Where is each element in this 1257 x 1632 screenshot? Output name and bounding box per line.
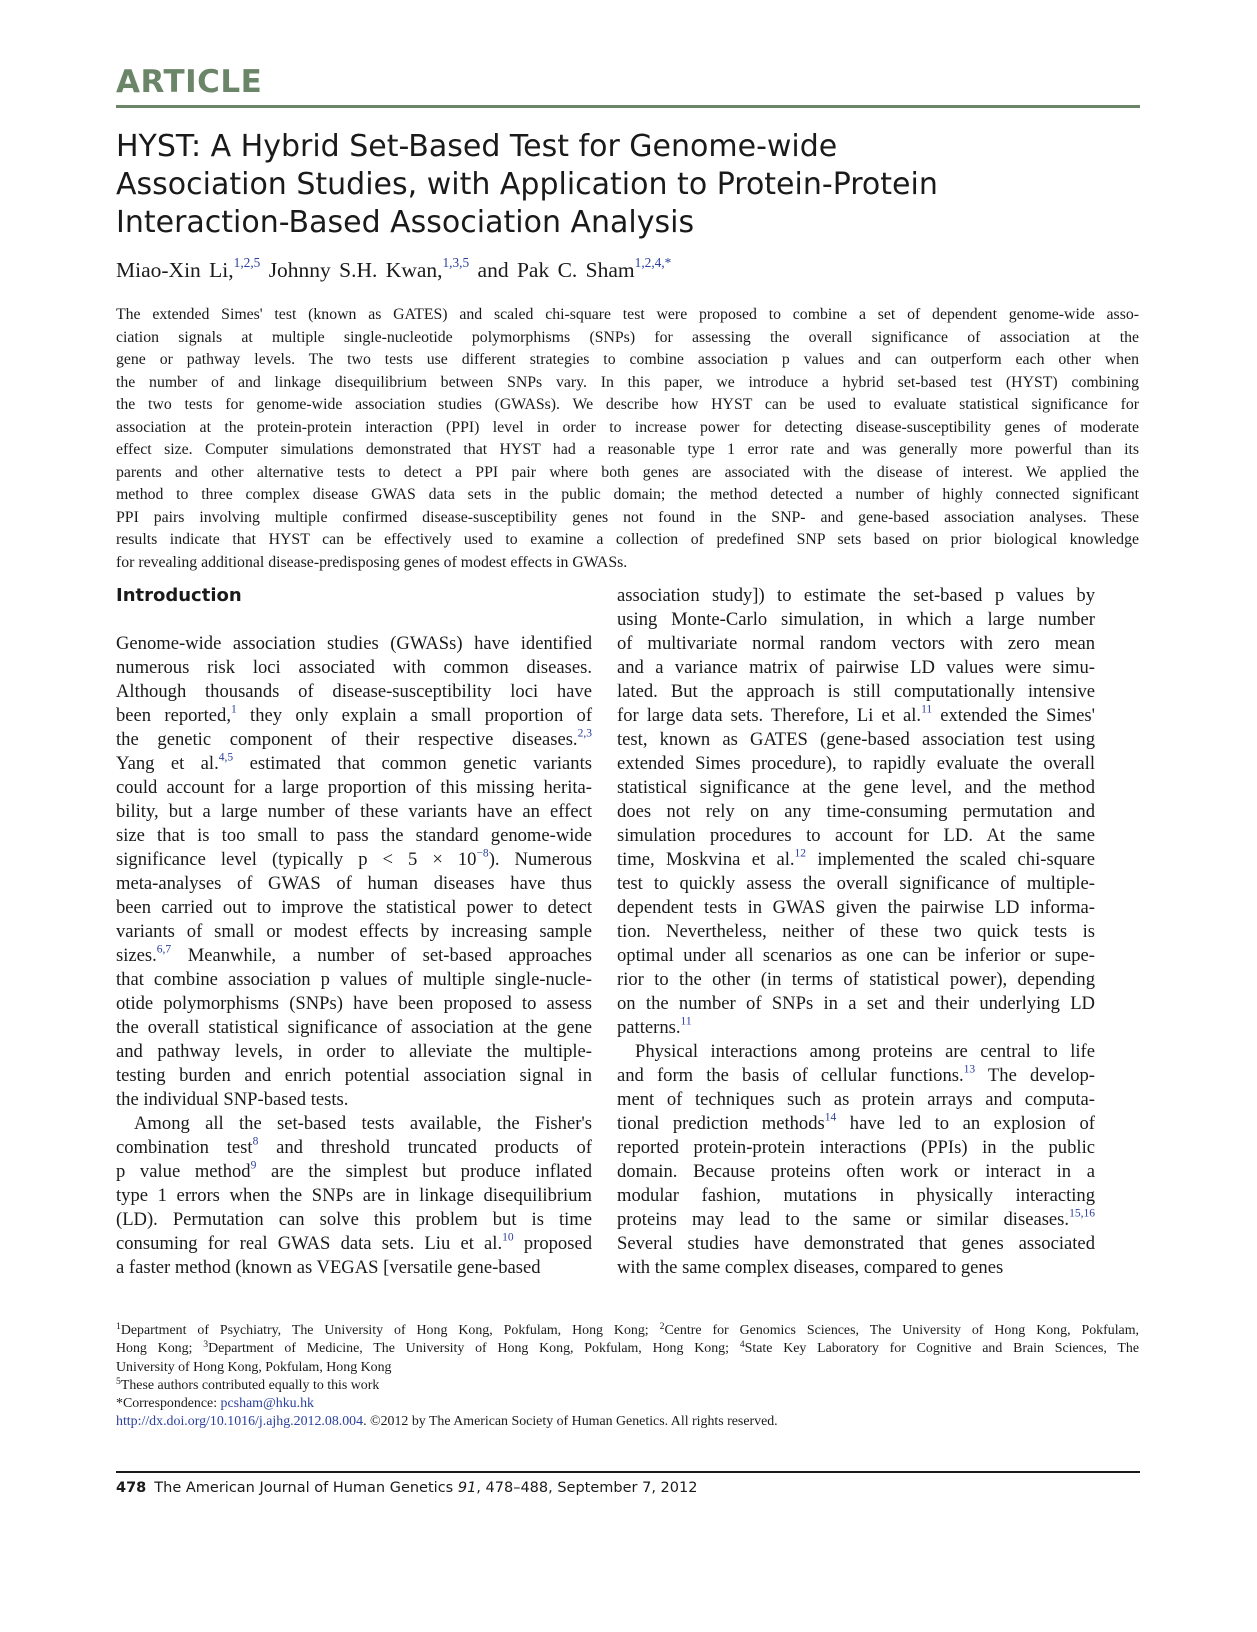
- body-line: Several studies have demonstrated that genes associated: [617, 1233, 1095, 1254]
- body-line: of multivariate normal random vectors with zero mean: [617, 633, 1095, 654]
- citation-ref[interactable]: 15,16: [1069, 1207, 1095, 1220]
- body-line: domain. Because proteins often work or interact in a: [617, 1161, 1095, 1182]
- body-line: variants of small or modest effects by increasing sample: [116, 921, 592, 942]
- body-line: tional prediction methods$^{14}$ have led to an explosion of: [617, 1111, 1095, 1134]
- citation-ref[interactable]: 6,7: [156, 943, 172, 956]
- author-affiliation-marks[interactable]: 1,3,5: [442, 255, 470, 271]
- body-line: been carried out to improve the statistical power to detect: [116, 897, 592, 918]
- abstract-line: the number of and linkage disequilibrium between SNPs vary. In this paper, we introduce a hybrid set-based test (HYST) combining: [116, 373, 1139, 391]
- body-line: test, known as GATES (gene-based association test using: [617, 729, 1095, 750]
- body-line: size that is too small to pass the standard genome-wide: [116, 825, 592, 846]
- citation-ref[interactable]: 10: [502, 1231, 514, 1244]
- citation-ref[interactable]: 11: [680, 1015, 692, 1028]
- pages-and-date: , 478–488, September 7, 2012: [476, 1480, 698, 1496]
- abstract-line: ciation signals at multiple single-nucleotide polymorphisms (SNPs) for assessing the overall significance of association at the: [116, 328, 1139, 346]
- abstract-line: parents and other alternative tests to detect a PPI pair where both genes are associated with the disease of interest. We applied the: [116, 463, 1139, 481]
- body-line: extended Simes procedure), to rapidly evaluate the overall: [617, 753, 1095, 774]
- body-line: patterns.$^{11}$: [617, 1015, 692, 1038]
- body-line: the overall statistical significance of association at the gene: [116, 1017, 592, 1038]
- body-line: for large data sets. Therefore, Li et al.$^{11}$ extended the Simes': [617, 703, 1095, 726]
- page-number: 478: [116, 1480, 147, 1496]
- body-line: does not rely on any time-consuming permutation and: [617, 801, 1095, 822]
- body-line: bility, but a large number of these variants have an effect: [116, 801, 592, 822]
- body-line: statistical significance at the gene level, and the method: [617, 777, 1095, 798]
- abstract-line: gene or pathway levels. The two tests use different strategies to combine association p values and can outperform each other when: [116, 351, 1139, 368]
- body-line: modular fashion, mutations in physically interacting: [617, 1185, 1095, 1206]
- citation-ref[interactable]: 4,5: [218, 751, 234, 764]
- copyright-text: . ©2012 by The American Society of Human Genetics. All rights reserved.: [363, 1414, 778, 1430]
- body-line: proteins may lead to the same or similar diseases.$^{15,16}$: [617, 1207, 1095, 1230]
- body-line: (LD). Permutation can solve this problem but is time: [116, 1209, 592, 1230]
- body-line: type 1 errors when the SNPs are in linkage disequilibrium: [116, 1185, 592, 1206]
- body-line: the genetic component of their respective diseases.$^{2,3}$: [116, 727, 592, 750]
- title-line: Interaction-Based Association Analysis: [116, 205, 695, 240]
- body-line: and pathway levels, in order to alleviate the multiple-: [116, 1041, 592, 1062]
- body-line: simulation procedures to account for LD. At the same: [617, 825, 1095, 846]
- body-line: otide polymorphisms (SNPs) have been proposed to assess: [116, 993, 592, 1014]
- correspondence-line: *Correspondence: pcsham@hku.hk: [116, 1396, 314, 1412]
- body-line: association study]) to estimate the set-based p values by: [617, 585, 1095, 606]
- author-affiliation-marks[interactable]: 1,2,5: [233, 255, 261, 271]
- citation-ref[interactable]: 14: [824, 1111, 837, 1124]
- body-line: time, Moskvina et al.$^{12}$ implemented the scaled chi-square: [617, 847, 1095, 870]
- body-line: a faster method (known as VEGAS [versatile gene-based: [116, 1257, 541, 1278]
- journal-name: The American Journal of Human Genetics: [154, 1480, 454, 1496]
- body-line: and a variance matrix of pairwise LD values were simu-: [617, 657, 1095, 678]
- author-list: [116, 255, 672, 283]
- body-line: lated. But the approach is still computationally intensive: [617, 681, 1095, 702]
- abstract-line: PPI pairs involving multiple confirmed disease-susceptibility genes not found in the SNP- and gene-based association analyses. These: [116, 508, 1139, 526]
- body-line: sizes.$^{6,7}$ Meanwhile, a number of set-based approaches: [116, 943, 592, 966]
- citation-ref[interactable]: 8: [252, 1135, 259, 1148]
- header-rule: [116, 105, 1140, 108]
- affiliation-line: Hong Kong; $^3$Department of Medicine, The University of Hong Kong, Pokfulam, Hong Kong; $^4$State Key Laboratory for Cognitive and Brain Sciences, The: [116, 1339, 1139, 1357]
- affiliations-footnote: [116, 1322, 1139, 1432]
- section-label: ARTICLE: [116, 64, 263, 100]
- citation-ref[interactable]: 2,3: [577, 727, 592, 740]
- section-heading: Introduction: [116, 585, 242, 606]
- body-line: been reported,$^1$ they only explain a small proportion of: [116, 703, 593, 726]
- body-line: reported protein-protein interactions (PPIs) in the public: [617, 1137, 1095, 1158]
- abstract-line: The extended Simes' test (known as GATES) and scaled chi-square test were proposed to combine a set of dependent genome-wide asso-: [116, 306, 1139, 323]
- body-line: could account for a large proportion of this missing herita-: [116, 777, 592, 798]
- author-name: and Pak C. Sham: [477, 258, 635, 282]
- abstract-line: results indicate that HYST can be effectively used to examine a collection of predefined SNP sets based on prior biological knowledge: [116, 531, 1139, 548]
- body-line: the individual SNP-based tests.: [116, 1089, 349, 1110]
- body-line: testing burden and enrich potential association signal in: [116, 1065, 592, 1086]
- body-line: numerous risk loci associated with common diseases.: [116, 657, 592, 678]
- body-line: Among all the set-based tests available, the Fisher's: [134, 1113, 592, 1134]
- body-line: significance level (typically $p < 5 \times 10^{-8}$). Numerous: [116, 847, 592, 870]
- page-footer: [116, 1480, 697, 1496]
- equal-contribution-note: $^5$These authors contributed equally to this work: [116, 1376, 380, 1393]
- author-name: Miao-Xin Li,: [116, 258, 234, 282]
- correspondence-email-link[interactable]: pcsham@hku.hk: [220, 1396, 314, 1412]
- affiliation-line: $^1$Department of Psychiatry, The University of Hong Kong, Pokfulam, Hong Kong; $^2$Centre for Genomics Sciences, The University of Hong Kong, Pokfulam,: [116, 1321, 1139, 1338]
- body-line: on the number of SNPs in a set and their underlying LD: [617, 993, 1095, 1014]
- body-line: p value method$^9$ are the simplest but produce inflated: [116, 1159, 592, 1182]
- citation-ref[interactable]: 12: [794, 847, 807, 860]
- footer-rule: [116, 1471, 1140, 1473]
- body-line: with the same complex diseases, compared to genes: [617, 1257, 1004, 1278]
- body-line: using Monte-Carlo simulation, in which a large number: [617, 609, 1095, 630]
- abstract-line: for revealing additional disease-predisposing genes of modest effects in GWASs.: [116, 553, 628, 571]
- body-line: and form the basis of cellular functions.$^{13}$ The develop-: [617, 1063, 1095, 1086]
- doi-line: [116, 1413, 1139, 1431]
- citation-ref[interactable]: 9: [250, 1159, 257, 1172]
- citation-ref[interactable]: −8: [476, 847, 489, 860]
- doi-link[interactable]: http://dx.doi.org/10.1016/j.ajhg.2012.08.004: [116, 1414, 364, 1430]
- body-line: test to quickly assess the overall significance of multiple-: [617, 873, 1095, 894]
- body-line: tion. Nevertheless, neither of these two quick tests is: [617, 921, 1095, 942]
- citation-ref[interactable]: 1: [230, 703, 237, 716]
- title-line: Association Studies, with Application to Protein-Protein: [116, 167, 938, 202]
- body-line: Physical interactions among proteins are central to life: [635, 1041, 1095, 1062]
- affiliation-line: University of Hong Kong, Pokfulam, Hong Kong: [116, 1359, 392, 1375]
- body-column-right: [617, 584, 1095, 1280]
- body-line: meta-analyses of GWAS of human diseases have thus: [116, 873, 592, 894]
- body-column-left: [116, 632, 592, 1280]
- citation-ref[interactable]: 11: [921, 703, 933, 716]
- citation-ref[interactable]: 13: [963, 1063, 976, 1076]
- journal-volume: 91: [457, 1480, 477, 1496]
- abstract-line: association at the protein-protein interaction (PPI) level in order to increase power for detecting disease-susceptibility genes of moderate: [116, 418, 1139, 436]
- body-line: combination test$^8$ and threshold truncated products of: [116, 1135, 593, 1158]
- title-line: HYST: A Hybrid Set-Based Test for Genome-wide: [116, 129, 838, 164]
- abstract-line: effect size. Computer simulations demonstrated that HYST had a reasonable type 1 error rate and was generally more powerful than its: [116, 441, 1139, 458]
- body-line: consuming for real GWAS data sets. Liu et al.$^{10}$ proposed: [116, 1231, 592, 1254]
- body-line: optimal under all scenarios as one can be inferior or supe-: [617, 945, 1095, 966]
- article-title: [116, 128, 1136, 242]
- body-line: Although thousands of disease-susceptibility loci have: [116, 681, 592, 702]
- author-name: Johnny S.H. Kwan,: [268, 258, 443, 282]
- body-line: dependent tests in GWAS given the pairwise LD informa-: [617, 897, 1095, 918]
- body-line: Genome-wide association studies (GWASs) have identified: [116, 633, 592, 654]
- abstract-line: method to three complex disease GWAS data sets in the public domain; the method detected a number of highly connected significant: [116, 486, 1139, 503]
- body-line: ment of techniques such as protein arrays and computa-: [617, 1089, 1095, 1110]
- abstract: [116, 304, 1139, 574]
- body-line: that combine association p values of multiple single-nucle-: [116, 969, 592, 990]
- body-line: rior to the other (in terms of statistical power), depending: [617, 969, 1095, 990]
- abstract-line: the two tests for genome-wide association studies (GWASs). We describe how HYST can be used to evaluate statistical significance for: [116, 396, 1139, 413]
- author-affiliation-marks[interactable]: 1,2,4,*: [634, 255, 672, 271]
- body-line: Yang et al.$^{4,5}$ estimated that common genetic variants: [116, 751, 592, 774]
